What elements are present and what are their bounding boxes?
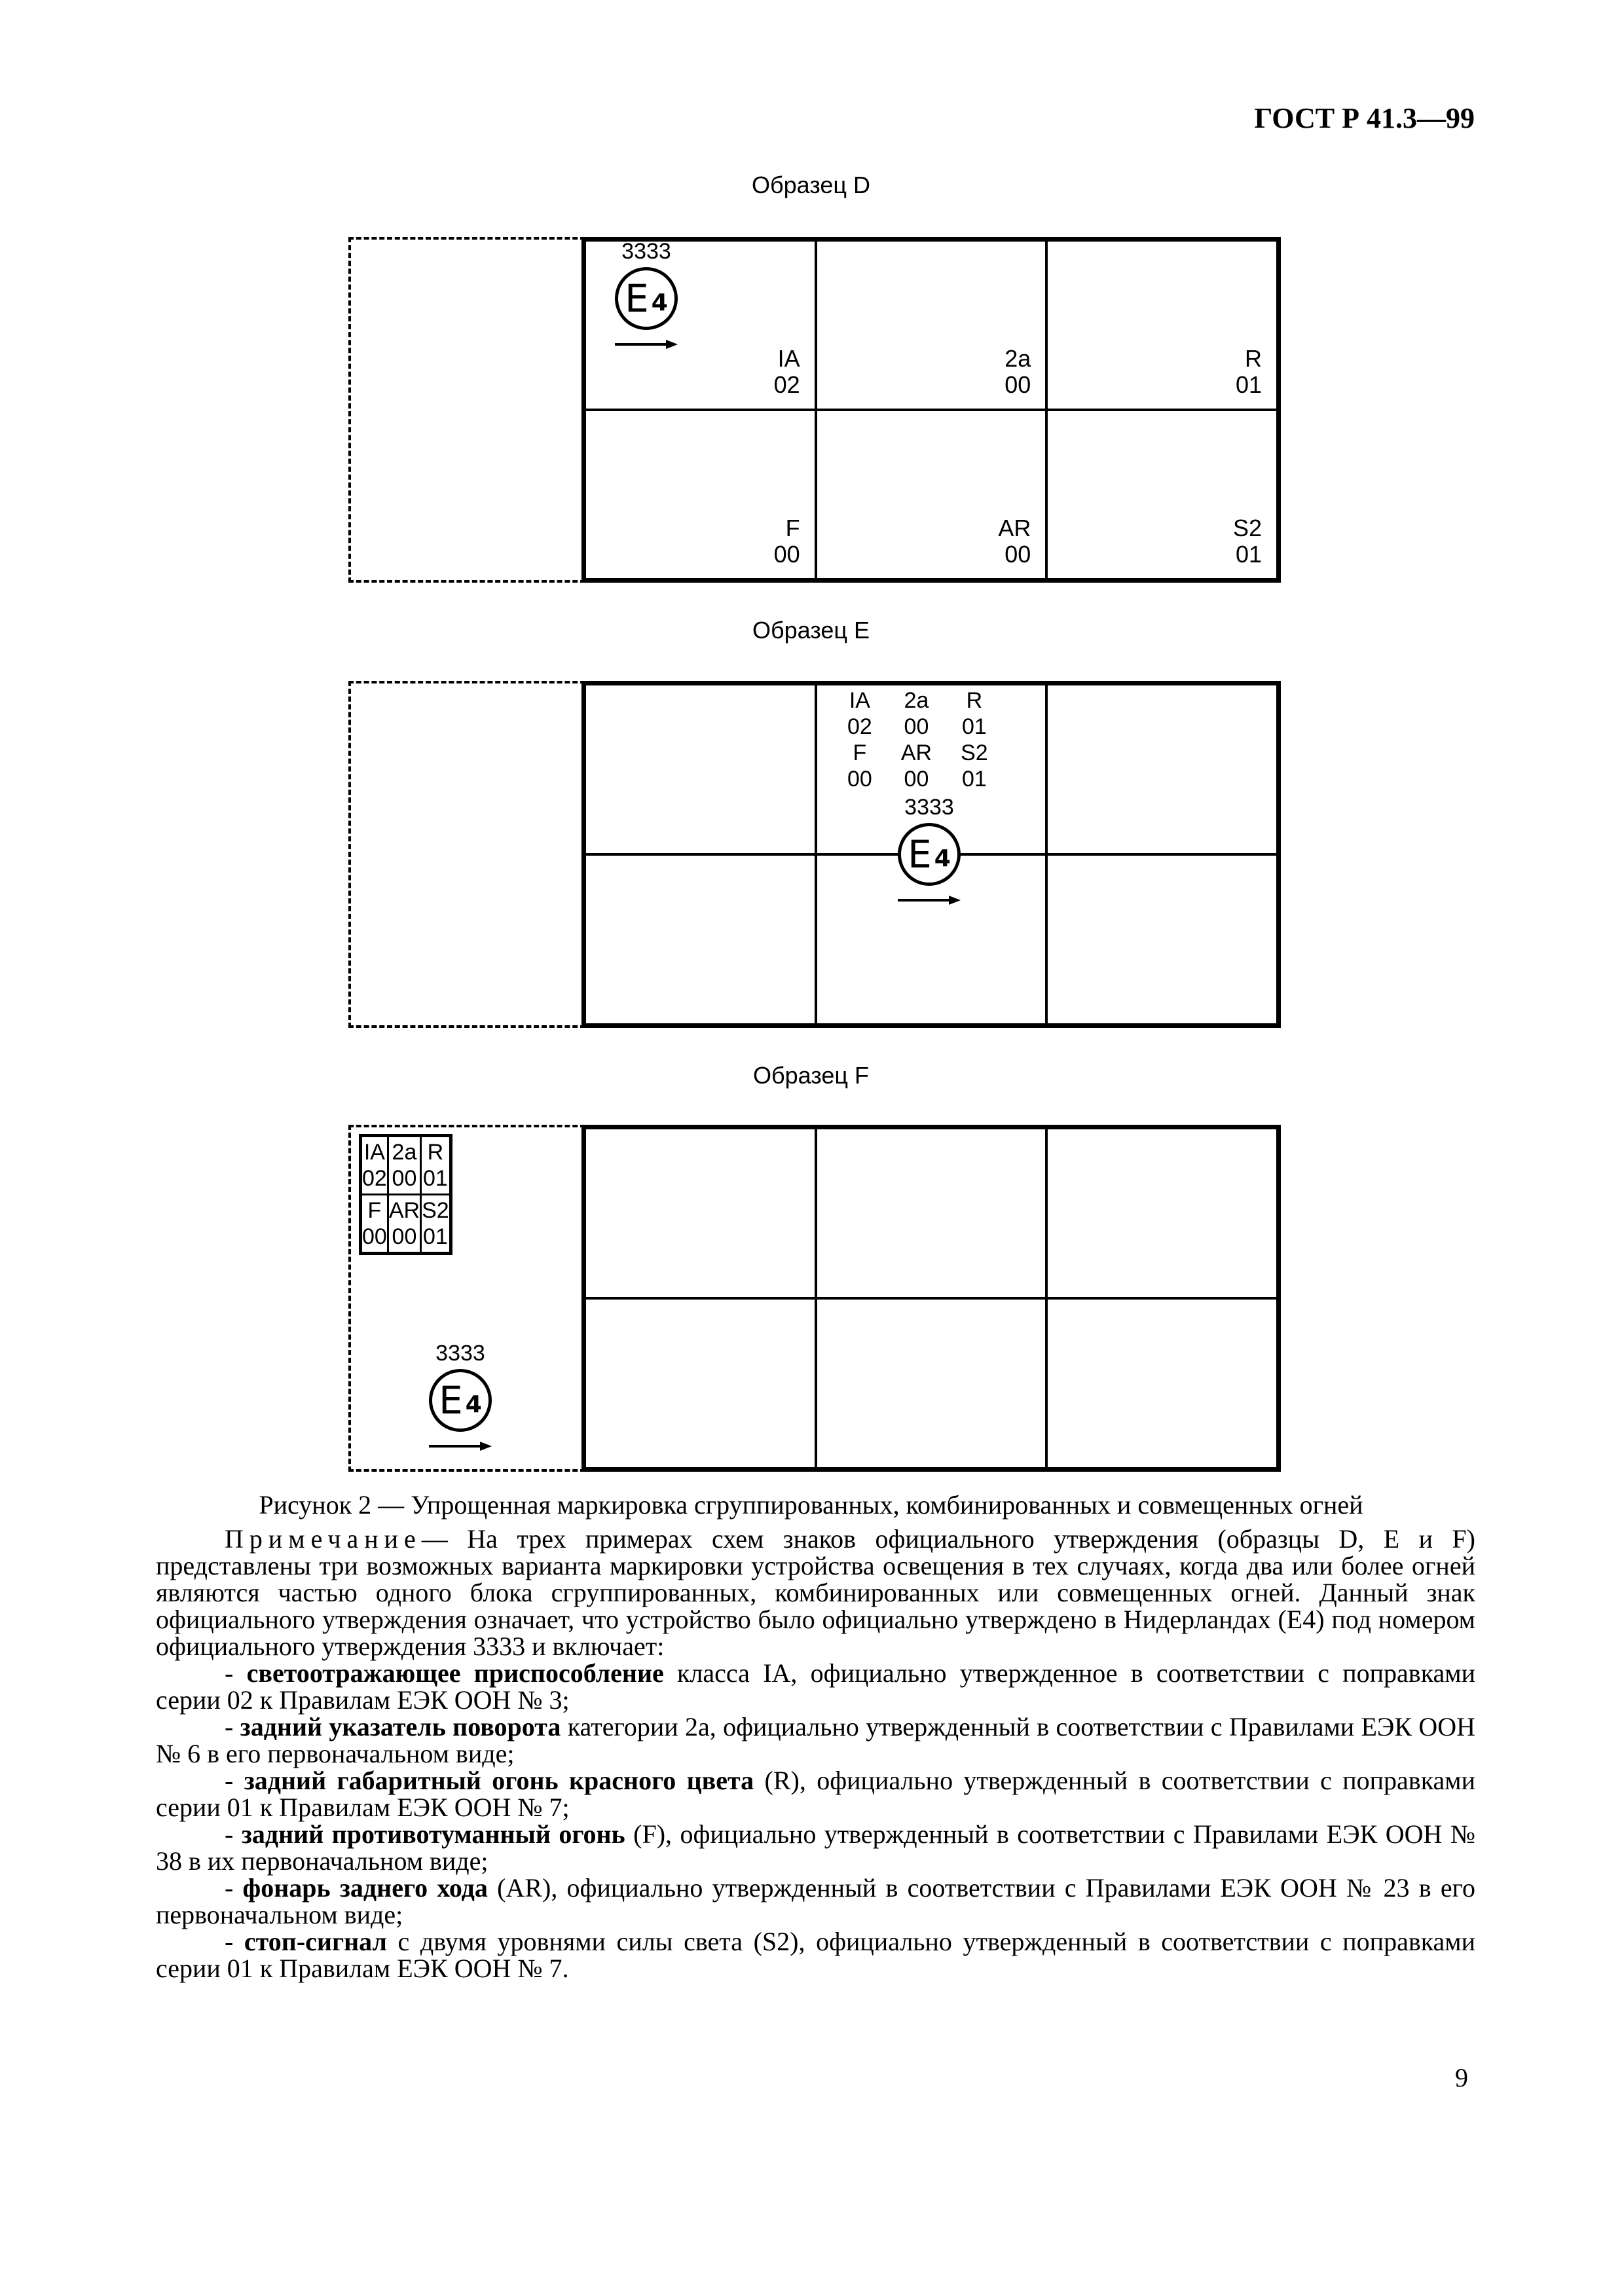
grid-cell: R 01 xyxy=(1046,240,1278,410)
grid-cell: S2 01 xyxy=(1046,410,1278,579)
direction-arrow-icon xyxy=(896,895,962,905)
sample-d-title: Образец D xyxy=(751,172,870,198)
direction-arrow-icon xyxy=(614,339,679,350)
note-intro: Примечание— На трех примерах схем знаков официального утверждения (образцы D, E и F) представлены три возможных варианта маркировки устройства освещения в тех случаях, когда два или более огней являются частью одного блока сгруппированных, комбинированных или совмещенных огней. Данный знак официального утверждения означает, что устройство было официально утверждено в Нидерландах (E4) под номером официального утверждения 3333 и включает: xyxy=(156,1524,1475,1661)
approval-circle-icon: E 4 xyxy=(615,267,678,330)
sample-f-title: Образец F xyxy=(753,1062,869,1089)
figure-caption: Рисунок 2 — Упрощенная маркировка сгруппированных, комбинированных и совмещенных огней xyxy=(259,1490,1363,1520)
grid-cell xyxy=(1046,854,1278,1025)
approval-circle-icon: E 4 xyxy=(898,823,961,886)
list-item: - задний указатель поворота категории 2a, официально утвержденный в соответствии с Правилами ЕЭК ООН № 6 в его первоначальном виде; xyxy=(156,1712,1475,1768)
grid-cell xyxy=(816,1298,1047,1468)
grid-cell xyxy=(1046,684,1278,854)
grid-cell: F 00 xyxy=(585,410,816,579)
grid-cell: IA 02 xyxy=(585,240,816,410)
approval-mark xyxy=(610,239,682,350)
approval-number: 3333 xyxy=(904,795,954,820)
grid-cell xyxy=(816,1128,1047,1298)
sample-e-code-table: IA 2a R 02 00 01 F AR S2 00 00 01 xyxy=(847,688,988,792)
grid-cell: AR 00 xyxy=(816,410,1047,579)
approval-mark xyxy=(424,1341,496,1451)
grid-cell: 2a 00 xyxy=(816,240,1047,410)
list-item: - светоотражающее приспособление класса IA, официально утвержденное в соответствии с поправками серии 02 к Правилам ЕЭК ООН № 3; xyxy=(156,1658,1475,1715)
note-block xyxy=(156,1525,1475,1982)
list-item: - стоп-сигнал с двумя уровнями силы света (S2), официально утвержденный в соответствии с поправками серии 01 к Правилам ЕЭК ООН № 7. xyxy=(156,1927,1476,1983)
grid-cell xyxy=(1046,1128,1278,1298)
grid-cell xyxy=(585,854,816,1025)
grid-cell xyxy=(585,1128,816,1298)
sample-e-title: Образец E xyxy=(752,617,870,644)
grid-cell xyxy=(585,1298,816,1468)
sample-d-lamp-grid xyxy=(581,237,1281,583)
sample-e-dashed-area xyxy=(348,681,585,1028)
approval-circle-icon: E 4 xyxy=(429,1369,492,1432)
direction-arrow-icon xyxy=(428,1441,493,1451)
sample-d-dashed-area xyxy=(348,237,585,583)
approval-number: 3333 xyxy=(621,239,671,264)
page-number: 9 xyxy=(1455,2063,1468,2092)
list-item: - задний габаритный огонь красного цвета (R), официально утвержденный в соответствии с поправками серии 01 к Правилам ЕЭК ООН № 7; xyxy=(156,1766,1475,1822)
grid-cell xyxy=(585,684,816,854)
document-code: ГОСТ Р 41.3—99 xyxy=(1254,102,1475,134)
sample-f-lamp-grid xyxy=(581,1125,1281,1472)
approval-number: 3333 xyxy=(435,1341,485,1366)
list-item: - фонарь заднего хода (AR), официально утвержденный в соответствии с Правилами ЕЭК ООН № 23 в его первоначальном виде; xyxy=(156,1873,1475,1929)
list-item: - задний противотуманный огонь (F), официально утвержденный в соответствии с Правилами ЕЭК ООН № 38 в их первоначальном виде; xyxy=(156,1819,1476,1876)
grid-cell xyxy=(1046,1298,1278,1468)
approval-mark xyxy=(893,795,965,905)
sample-f-code-box: IA 02 2a 00 R 01 F 00 AR 00 S2 01 xyxy=(359,1134,452,1255)
